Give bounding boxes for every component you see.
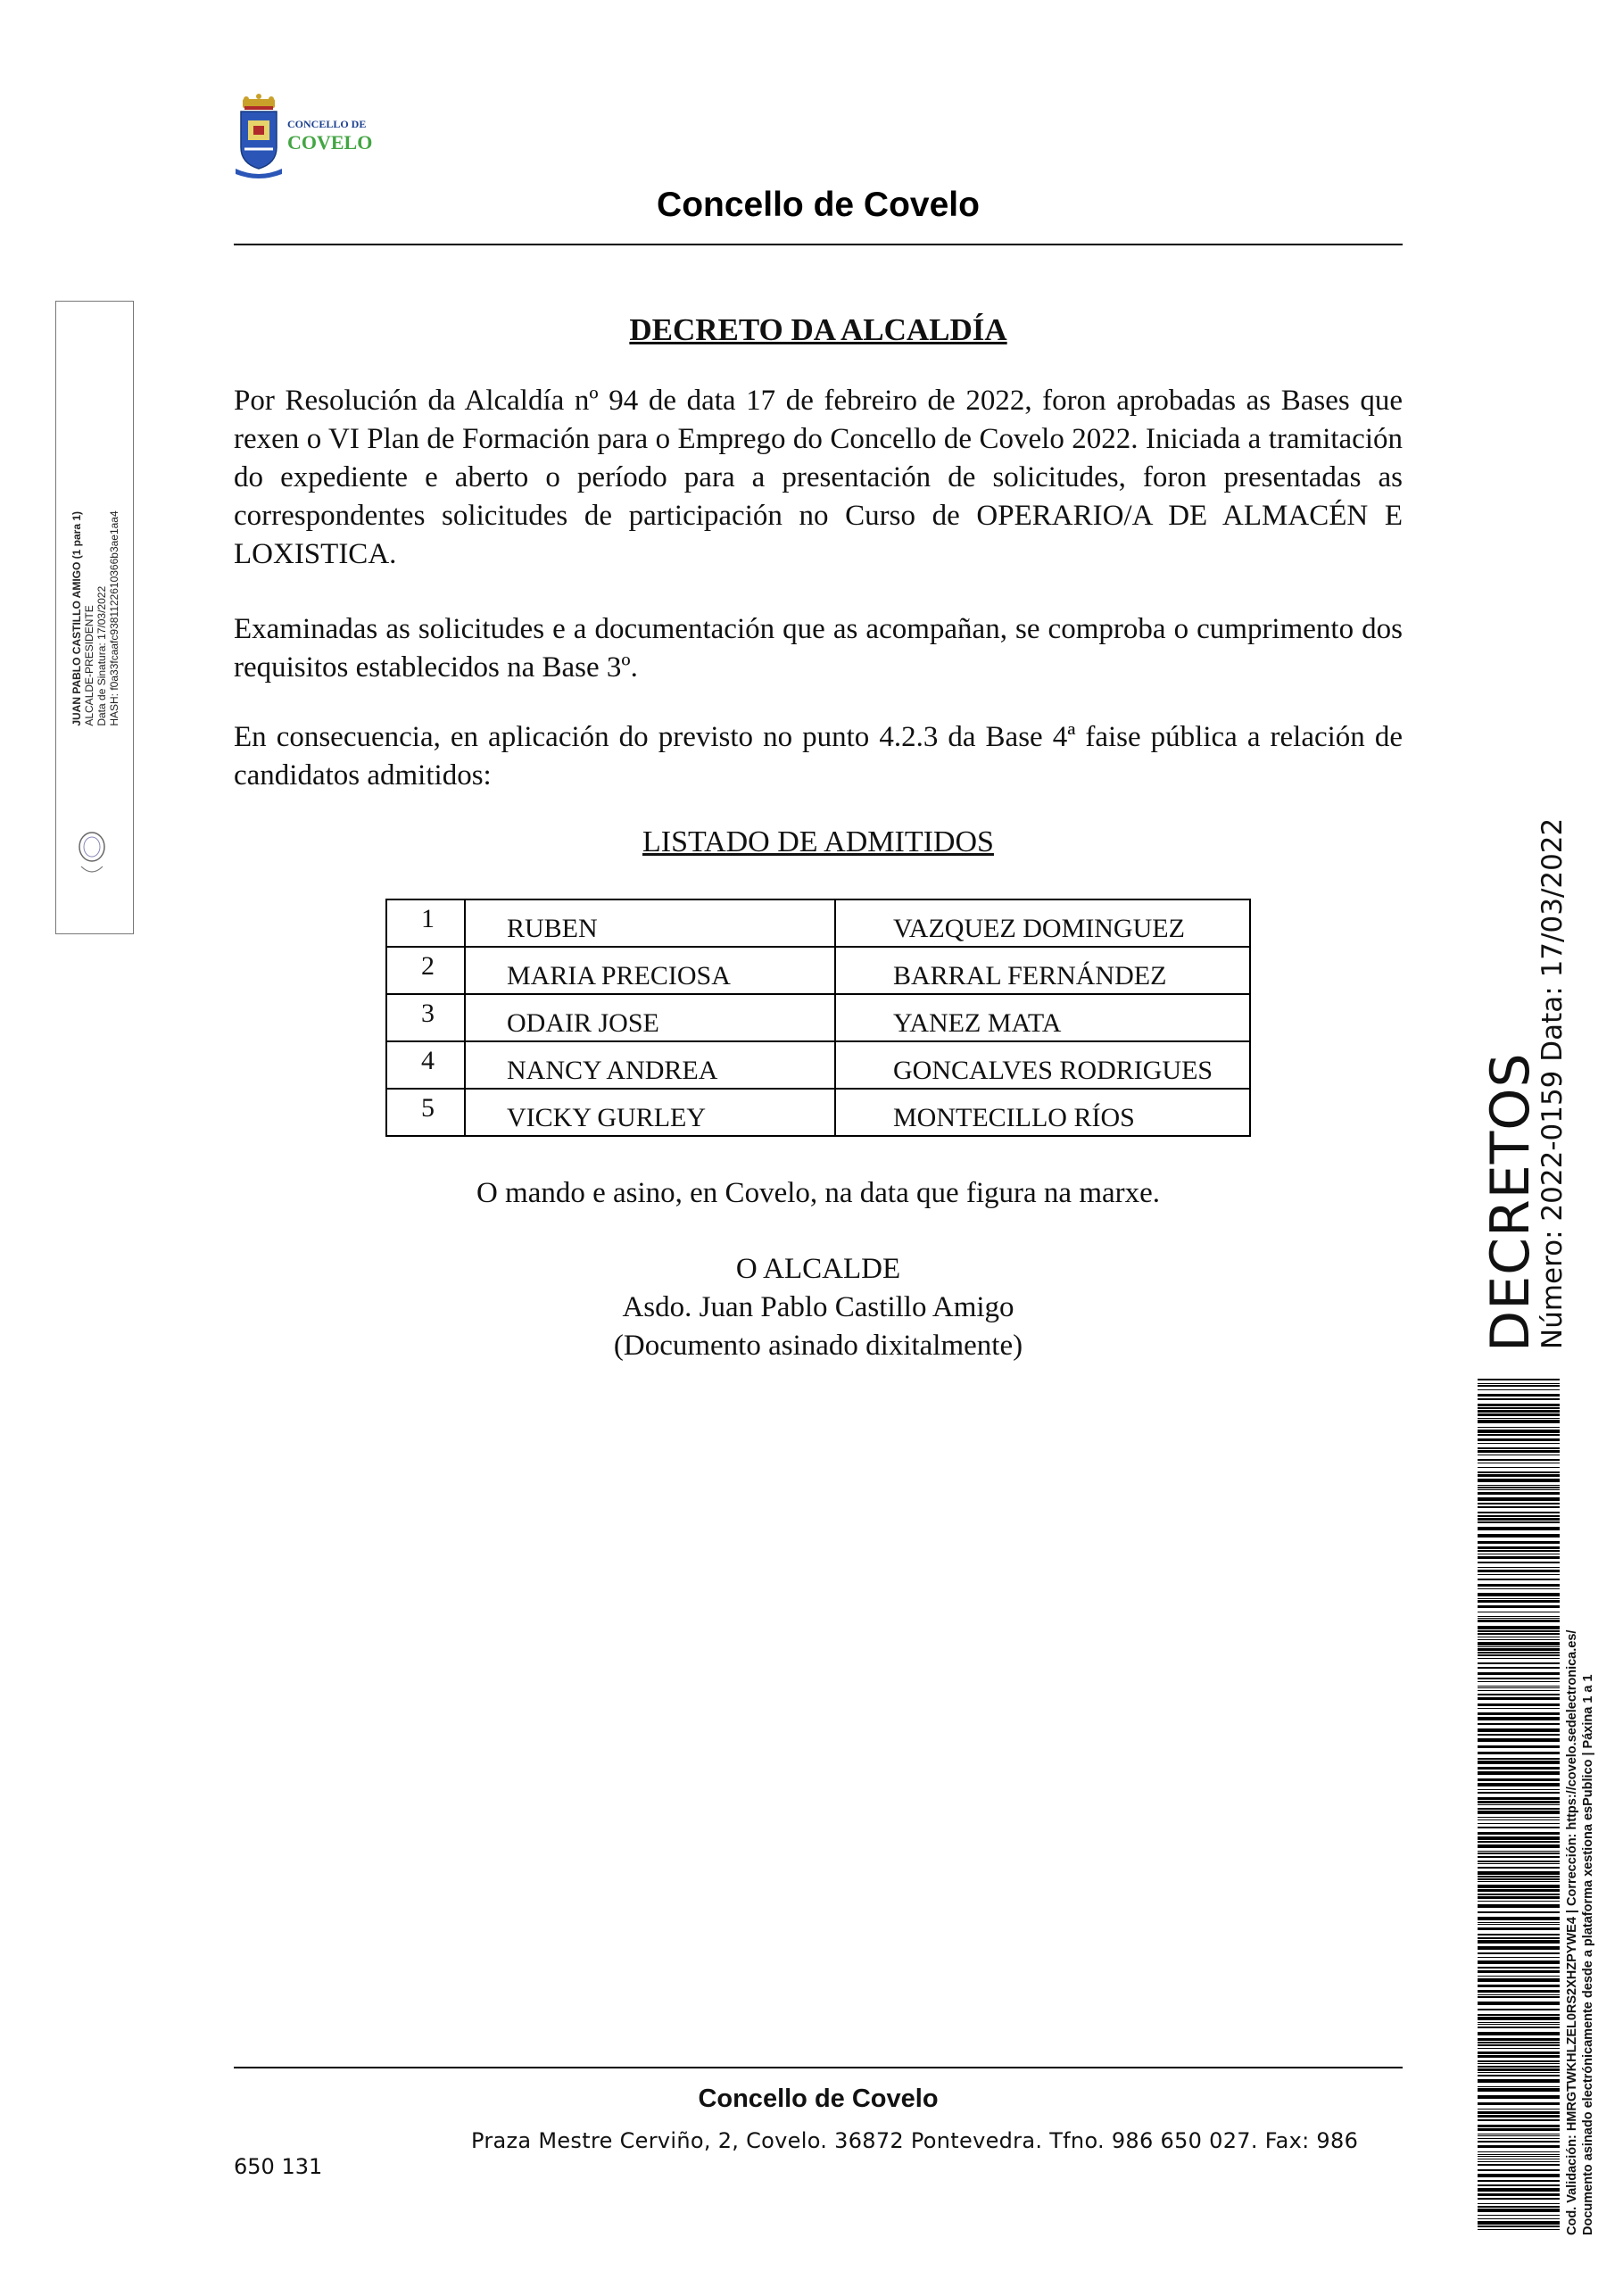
decree-title: DECRETO DA ALCALDÍA bbox=[629, 312, 1007, 347]
candidate-surname: GONCALVES RODRIGUES bbox=[835, 1041, 1250, 1089]
row-number: 3 bbox=[386, 994, 465, 1041]
candidate-name: ODAIR JOSE bbox=[465, 994, 835, 1041]
candidate-name: VICKY GURLEY bbox=[465, 1089, 835, 1136]
row-number: 1 bbox=[386, 899, 465, 947]
candidate-name: RUBEN bbox=[465, 899, 835, 947]
candidate-surname: MONTECILLO RÍOS bbox=[835, 1089, 1250, 1136]
row-number: 5 bbox=[386, 1089, 465, 1136]
footer-address-continued: 650 131 bbox=[234, 2154, 323, 2179]
candidate-name: NANCY ANDREA bbox=[465, 1041, 835, 1089]
paragraph-consequence: En consecuencia, en aplicación do previsto no punto 4.2.3 da Base 4ª faise pública a relación de candidatos admitidos: bbox=[234, 721, 1403, 792]
table-row bbox=[386, 1089, 1250, 1136]
registry-label: DECRETOS bbox=[1479, 1052, 1542, 1352]
logo-text-line1: CONCELLO DE bbox=[287, 118, 367, 130]
paragraph-resolution: Por Resolución da Alcaldía nº 94 de data 17 de febreiro de 2022, foron aprobadas as Bases que rexen o VI Plan de Formación para o Emprego do Concello de Covelo 2022. Iniciada a tramitación do expediente e aberto o período para a presentación de solicitudes, foron presentadas as correspondentes solicitudes de participación no Curso de OPERARIO/A DE ALMACÉN E LOXISTICA. bbox=[234, 385, 1403, 570]
validation-info bbox=[1564, 1630, 1596, 2235]
table-row bbox=[386, 899, 1250, 947]
signer-note: (Documento asinado dixitalmente) bbox=[613, 1330, 1023, 1362]
table-row bbox=[386, 1041, 1250, 1089]
logo-text-line2: COVELO bbox=[287, 131, 373, 153]
signer-name: Asdo. Juan Pablo Castillo Amigo bbox=[622, 1291, 1014, 1323]
validation-platform-line: Documento asinado electrónicamente desde a plataforma xestiona esPublico | Páxina 1 a 1 bbox=[1581, 1674, 1595, 2235]
signer-role-line: ALCALDE-PRESIDENTE bbox=[83, 605, 95, 726]
barcode-icon bbox=[1478, 1379, 1560, 2231]
row-number: 4 bbox=[386, 1041, 465, 1089]
table-row bbox=[386, 994, 1250, 1041]
validation-code-line: Cod. Validación: HMRGTWKHLZEL0RS2XHZPYWE4 | Corrección: https://covelo.sedelectronica.es/ bbox=[1565, 1629, 1579, 2235]
row-number: 2 bbox=[386, 947, 465, 994]
candidate-surname: YANEZ MATA bbox=[835, 994, 1250, 1041]
table-row bbox=[386, 947, 1250, 994]
registry-number-date: Número: 2022-0159 Data: 17/03/2022 bbox=[1536, 817, 1569, 1349]
header-title: Concello de Covelo bbox=[657, 186, 980, 224]
signer-role: O ALCALDE bbox=[735, 1253, 901, 1285]
paragraph-examination: Examinadas as solicitudes e a documentación que as acompañan, se comproba o cumprimento dos requisitos establecidos na Base 3º. bbox=[234, 613, 1403, 684]
signature-details bbox=[70, 510, 120, 725]
header-divider bbox=[234, 244, 1403, 245]
candidate-surname: BARRAL FERNÁNDEZ bbox=[835, 947, 1250, 994]
candidate-surname: VAZQUEZ DOMINGUEZ bbox=[835, 899, 1250, 947]
signer-line: JUAN PABLO CASTILLO AMIGO (1 para 1) bbox=[70, 510, 83, 726]
candidate-name: MARIA PRECIOSA bbox=[465, 947, 835, 994]
admitted-table bbox=[385, 899, 1251, 1137]
admitted-list-title: LISTADO DE ADMITIDOS bbox=[642, 825, 994, 858]
footer-divider bbox=[234, 2067, 1403, 2068]
footer-organization: Concello de Covelo bbox=[698, 2085, 939, 2113]
footer-address: Praza Mestre Cerviño, 2, Covelo. 36872 Pontevedra. Tfno. 986 650 027. Fax: 986 bbox=[471, 2128, 1359, 2153]
seal-stamp-icon bbox=[74, 825, 110, 879]
signature-date-line: Data de Sinatura: 17/03/2022 bbox=[95, 585, 108, 726]
closing-formula: O mando e asino, en Covelo, na data que figura na marxe. bbox=[476, 1177, 1161, 1209]
signature-hash-line: HASH: f0a33fcaafc9381122610366b3ae1aa4 bbox=[108, 510, 120, 726]
